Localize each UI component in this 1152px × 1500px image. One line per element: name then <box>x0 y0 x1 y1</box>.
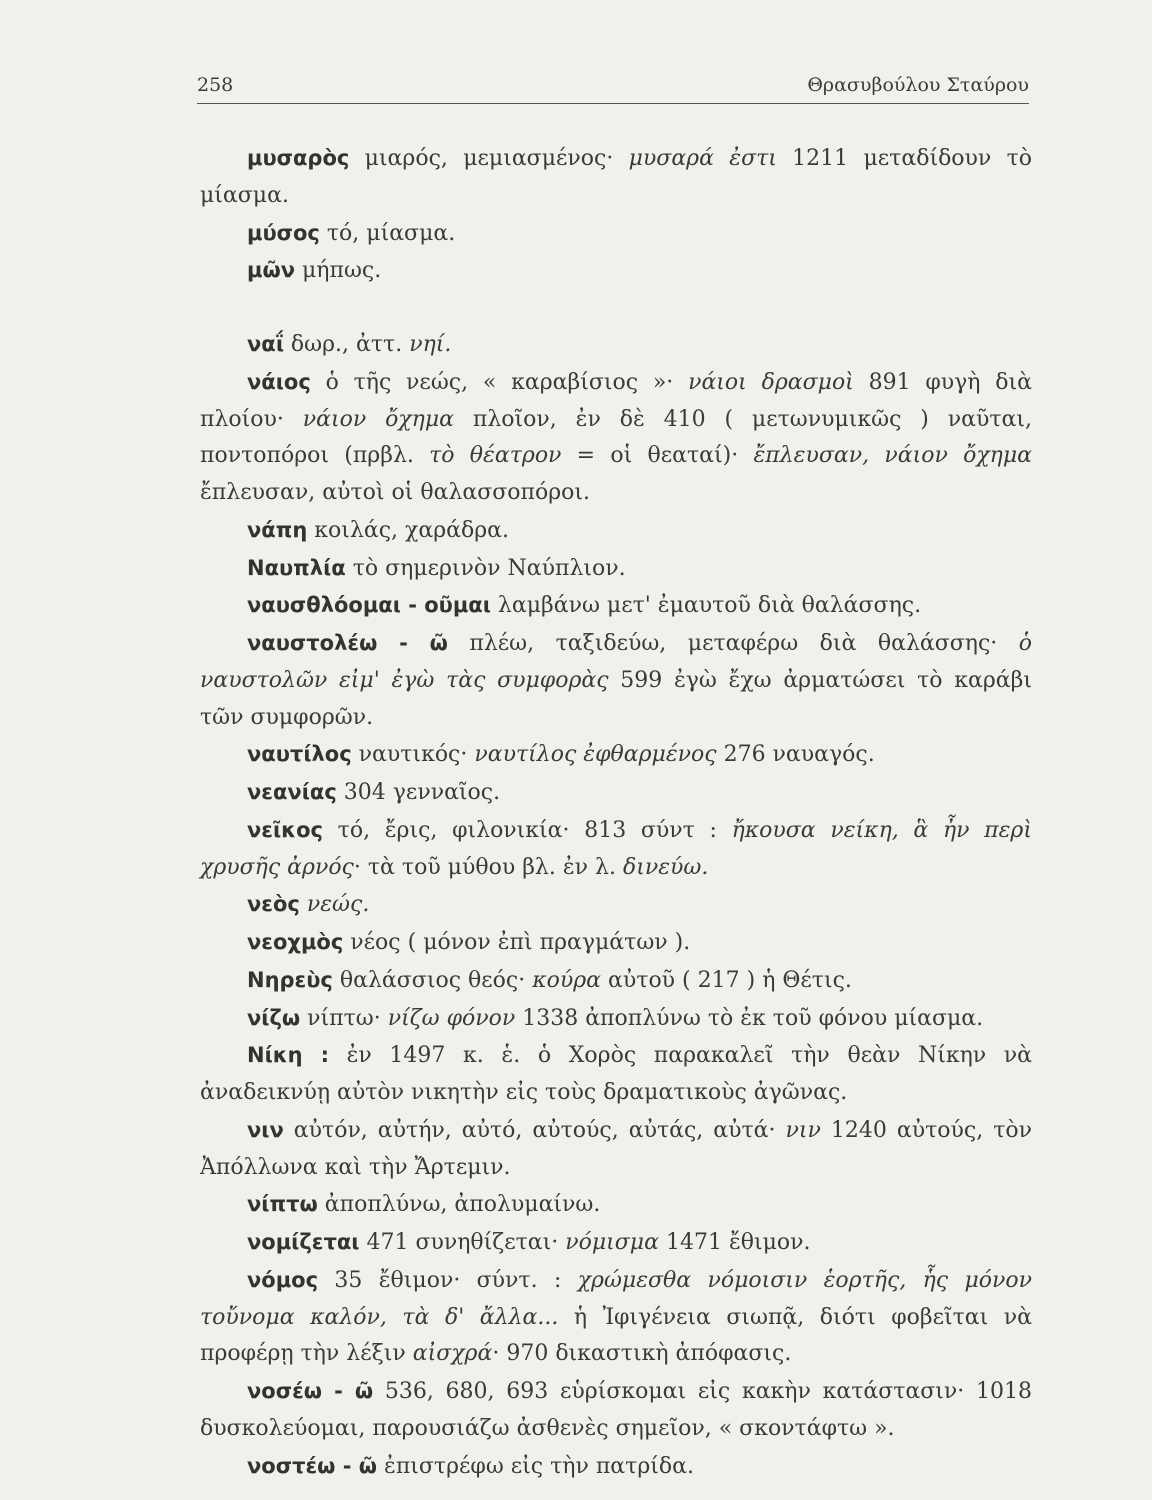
entry-text: αὐτοῦ ( 217 ) ἡ Θέτις. <box>601 967 852 993</box>
entry-headword: νάιος <box>247 369 311 394</box>
glossary-entry <box>200 1448 1032 1486</box>
entry-quotation: τὸ θέατρον <box>429 443 562 469</box>
entry-text: μιαρός, μεμιασμένος· <box>349 146 629 171</box>
entry-text: = οἱ θεαταί)· <box>561 443 754 469</box>
entry-quotation: κούρα <box>532 967 602 993</box>
entry-text: 471 συνηθίζεται· <box>359 1230 566 1255</box>
entry-text: 891 φυγὴ διὰ πλοίου· <box>200 369 1032 432</box>
page-header <box>197 74 1029 104</box>
entry-headword: νίζω <box>247 1005 301 1030</box>
entry-text: 599 ἐγὼ ἔχω ἀρματώσει τὸ καράβι τῶν συμφορῶν. <box>200 667 1032 730</box>
glossary-entry <box>200 774 1032 812</box>
entry-text: μήπως. <box>295 258 382 284</box>
entry-text: ἐπιστρέφω εἰς τὴν πατρίδα. <box>377 1453 694 1479</box>
entry-headword: Ναυπλία <box>247 555 346 580</box>
glossary-entry <box>200 252 1032 290</box>
glossary-entry <box>200 736 1032 774</box>
entry-headword: νοσέω - ῶ <box>247 1379 374 1403</box>
entry-text: 1240 αὐτούς, τὸν Ἀπόλλωνα καὶ τὴν Ἄρτεμιν. <box>200 1117 1033 1180</box>
entry-headword: νεῖκος <box>247 817 323 842</box>
entry-quotation: ναυτίλος ἐφθαρμένος <box>474 742 717 768</box>
entry-text: ναυτικός· <box>351 742 475 768</box>
entry-text: νίπτω· <box>300 1005 388 1031</box>
entry-headword: ναυσθλόομαι - οῦμαι <box>247 593 491 618</box>
page-number: 258 <box>197 74 234 96</box>
header-rule <box>197 103 1029 104</box>
entry-text: ὁ τῆς νεώς, « καραβίσιος »· <box>310 369 689 395</box>
glossary-entries <box>200 140 1032 1485</box>
entry-text: 1211 μεταδίδουν τὸ μίασμα. <box>200 146 1033 208</box>
entry-text: ἐν 1497 κ. ἑ. ὁ Χορὸς παρακαλεῖ τὴν θεὰν Νίκην νὰ ἀναδεικνύῃ αὐτὸν νικητὴν εἰς τοὺς δραματικοὺς ἀγῶνας. <box>200 1043 1032 1105</box>
entry-headword: ναΐ <box>247 332 284 356</box>
glossary-entry <box>200 1262 1032 1373</box>
entry-text: ἡ Ἰφιγένεια σιωπᾷ, διότι φοβεῖται νὰ προφέρῃ τὴν λέξιν <box>200 1304 1032 1367</box>
entry-text: νέος ( μόνον ἐπὶ πραγμάτων ). <box>343 930 691 955</box>
glossary-entry <box>200 1186 1032 1224</box>
entry-text: πλοῖον, ἐν δὲ 410 ( μετωνυμικῶς ) ναῦται, ποντοπόροι (πρβλ. <box>200 406 1032 469</box>
glossary-entry <box>200 1373 1032 1448</box>
entry-headword: μύσος <box>247 220 320 245</box>
entry-quotation: αἰσχρά <box>412 1341 493 1367</box>
entry-text: · τὰ τοῦ μύθου βλ. ἐν λ. <box>353 854 623 880</box>
entry-text: 35 ἔθιμον· σύντ. : <box>318 1267 578 1293</box>
entry-headword: νόμος <box>247 1267 319 1292</box>
entry-headword: Νίκη : <box>247 1043 329 1068</box>
entry-headword: νάπη <box>247 517 308 542</box>
entry-text: 1338 ἀποπλύνω τὸ ἐκ τοῦ φόνου μίασμα. <box>515 1005 984 1031</box>
glossary-entry <box>200 1037 1032 1112</box>
glossary-entry <box>200 625 1032 736</box>
glossary-entry <box>200 512 1032 550</box>
glossary-entry <box>200 1000 1032 1038</box>
entry-quotation: χρώμεσθα νόμοισιν ἑορτῆς, ἧς μόνον τοὔνομα καλόν, τὰ δ' ἄλλα... <box>200 1267 1032 1330</box>
glossary-entry <box>200 924 1032 962</box>
entry-text: πλέω, ταξιδεύω, μεταφέρω διὰ θαλάσσης· <box>447 631 1019 656</box>
glossary-entry <box>200 812 1032 887</box>
entry-headword: ναυτίλος <box>247 742 352 767</box>
entry-headword: νιν <box>247 1117 284 1142</box>
glossary-entry <box>200 1224 1032 1262</box>
entry-text: 1471 ἔθιμον. <box>658 1230 811 1255</box>
glossary-entry <box>200 886 1032 924</box>
entry-quotation: νιν <box>785 1117 821 1143</box>
glossary-entry <box>200 1112 1032 1187</box>
running-head: Θρασυβούλου Σταύρου <box>807 74 1029 96</box>
entry-headword: νεὸς <box>247 892 300 917</box>
entry-text: 536, 680, 693 εὑρίσκομαι εἰς κακὴν κατάστασιν· 1018 δυσκολεύομαι, παρουσιάζω ἀσθενὲς σημεῖον, « σκοντάφτω ». <box>200 1379 1032 1441</box>
entry-text: δωρ., ἀττ. <box>283 332 410 357</box>
entry-headword: νομίζεται <box>247 1230 360 1254</box>
entry-quotation: νίζω φόνον <box>387 1005 516 1031</box>
entry-text: τὸ σημερινὸν Ναύπλιον. <box>345 555 626 581</box>
entry-text: τό, μίασμα. <box>319 220 456 246</box>
entry-headword: ναυστολέω - ῶ <box>247 631 448 655</box>
entry-quotation: νηί. <box>409 332 452 357</box>
glossary-entry <box>200 962 1032 1000</box>
entry-text: αὐτόν, αὐτήν, αὐτό, αὐτούς, αὐτάς, αὐτά· <box>283 1117 786 1143</box>
entry-text: θαλάσσιος θεός· <box>332 967 533 993</box>
entry-headword: νεανίας <box>247 780 337 804</box>
entry-headword: νοστέω - ῶ <box>247 1453 378 1478</box>
entry-quotation: νεώς. <box>306 892 370 918</box>
entry-headword: μῶν <box>247 258 296 283</box>
entry-quotation: μυσαρά ἐστι <box>628 146 777 171</box>
glossary-entry <box>200 364 1032 512</box>
entry-text: ἀποπλύνω, ἀπολυμαίνω. <box>317 1192 601 1218</box>
entry-text: λαμβάνω μετ' ἐμαυτοῦ διὰ θαλάσσης. <box>490 593 922 619</box>
entry-quotation: δινεύω. <box>622 854 709 880</box>
entry-text <box>300 892 307 917</box>
entry-text: ἔπλευσαν, αὐτοὶ οἱ θαλασσοπόροι. <box>200 480 591 505</box>
entry-headword: Νηρεὺς <box>247 967 333 992</box>
entry-quotation: νάιοι δρασμοὶ <box>688 369 854 395</box>
glossary-entry <box>200 587 1032 625</box>
entry-quotation: ὁ ναυστολῶν εἰμ' ἐγὼ τὰς συμφορὰς <box>200 631 1033 693</box>
entry-quotation: ἔπλευσαν, νάιον ὄχημα <box>753 443 1032 469</box>
entry-text: 304 γενναῖος. <box>336 780 501 805</box>
glossary-entry <box>200 215 1032 253</box>
glossary-entry <box>200 326 1032 364</box>
entry-headword: νίπτω <box>247 1192 318 1217</box>
entry-quotation: νάιον ὄχημα <box>302 406 455 432</box>
entry-quotation: νόμισμα <box>565 1230 659 1255</box>
entry-quotation: ἤκουσα νείκη, ἃ ἦν περὶ χρυσῆς ἀρνός <box>200 817 1032 880</box>
entry-headword: νεοχμὸς <box>247 930 344 954</box>
glossary-entry <box>200 140 1032 215</box>
entry-text: τό, ἔρις, φιλονικία· 813 σύντ : <box>322 817 732 843</box>
entry-text: · 970 δικαστικὴ ἀπόφασις. <box>492 1341 792 1367</box>
entry-headword: μυσαρὸς <box>247 146 350 170</box>
glossary-entry <box>200 550 1032 588</box>
entry-text: κοιλάς, χαράδρα. <box>307 517 510 543</box>
entry-text: 276 ναυαγός. <box>716 742 875 768</box>
